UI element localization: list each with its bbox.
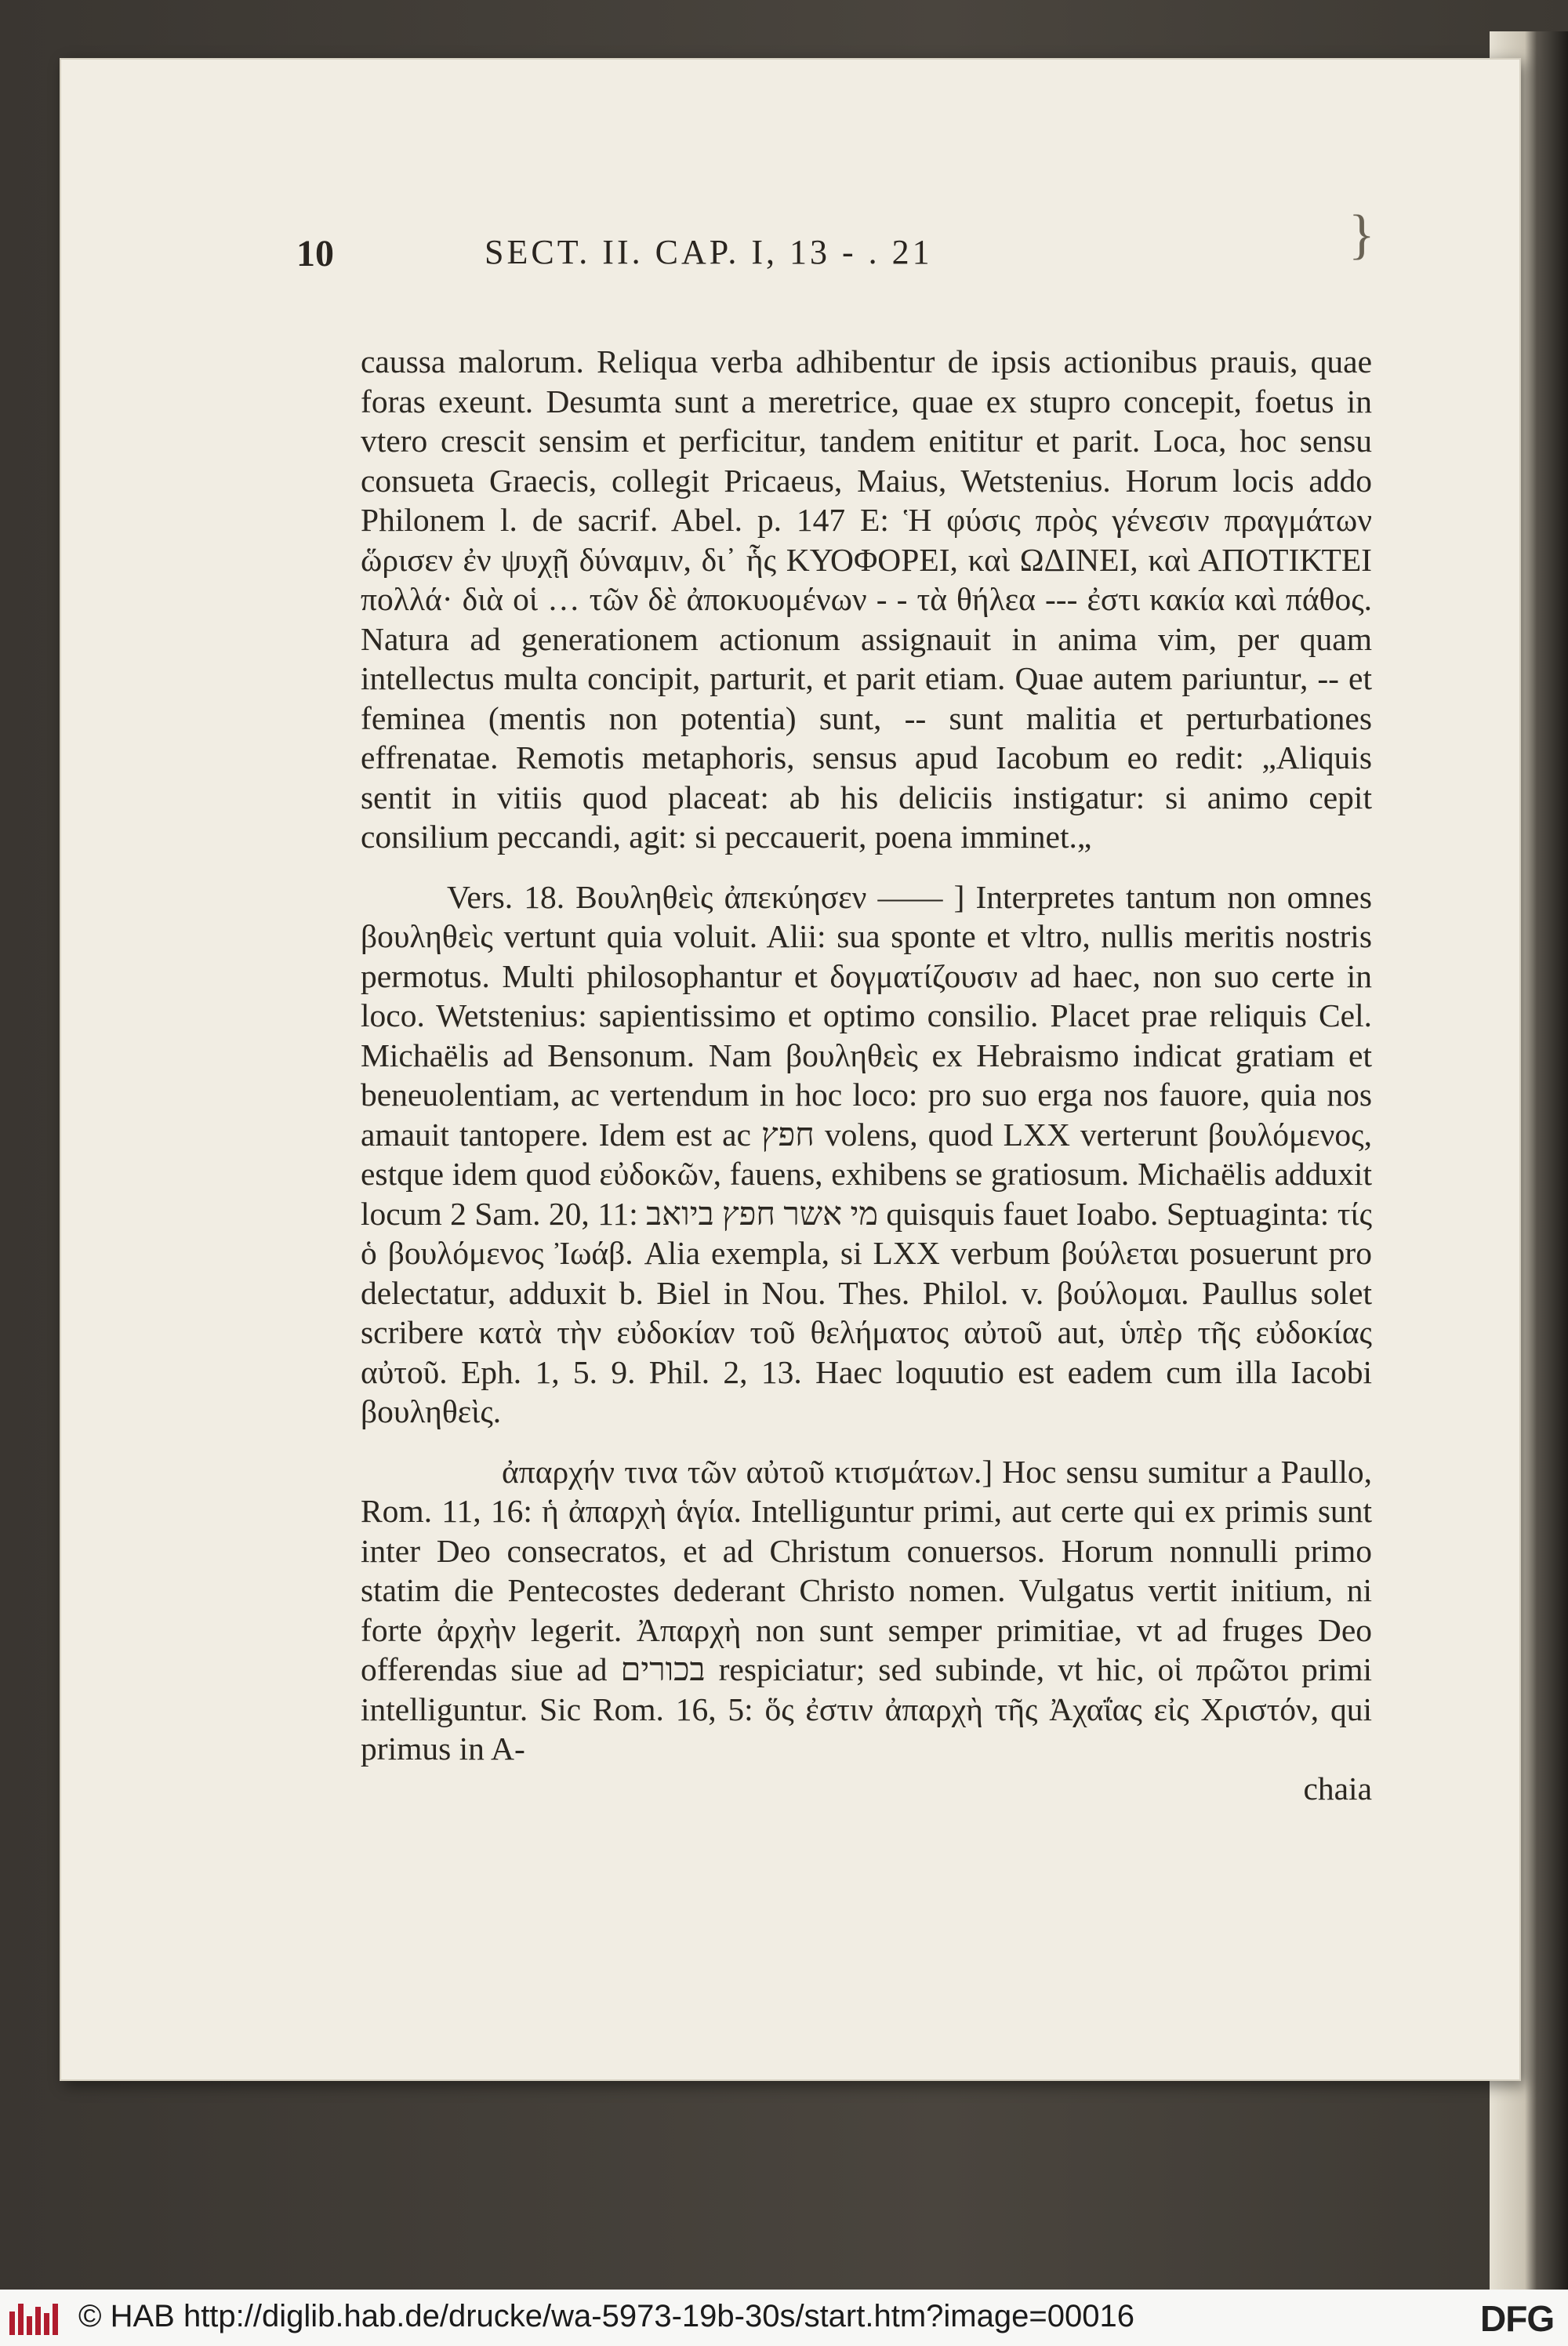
page-number: 10 <box>296 233 334 274</box>
paragraph-3: ἀπαρχήν τινα τῶν αὐτοῦ κτισμάτων.] Hoc sensu sumitur a Paullo, Rom. 11, 16: ἡ ἀπαρχὴ ἁγία. Intelliguntur primi, aut certe qui ex primis sunt inter Deo consecratos, et ad Christum conuersos. Horum nonnulli primo statim die Pentecostes dederant Christo nomen. Vulgatus vertit initium, ni forte ἀρχὴν legerit. Ἀπαρχὴ non sunt semper primitiae, vt ad fruges Deo offerendas siue ad בכורים respiciatur; sed subinde, vt hic, οἱ πρῶτοι primi intelliguntur. Sic Rom. 16, 5: ὅς ἐστιν ἀπαρχὴ τῆς Ἀχαΐας εἰς Χριστόν, qui primus in A- <box>361 1453 1373 1767</box>
source-credit-link[interactable]: © HAB http://diglib.hab.de/drucke/wa-5973-19b-30s/start.htm?image=00016 <box>78 2299 1134 2333</box>
catchword: chaia <box>1303 1770 1372 1807</box>
paragraph-2: Vers. 18. Βουληθεὶς ἀπεκύησεν —— ] Interpretes tantum non omnes βουληθεὶς vertunt quia voluit. Alii: sua sponte et vltro, nullis meritis nostris permotus. Multi philosophantur et δογματίζουσιν ad haec, non suo certe in loco. Wetstenius: sapientissimo et optimo consilio. Placet prae reliquis Cel. Michaëlis ad Bensonum. Nam βουληθεὶς ex Hebraismo indicat gratiam et beneuolentiam, ac vertendum in hoc loco: pro suo erga nos fauore, quia nos amauit tantopere. Idem est ac חפץ volens, quod LXX verterunt βουλόμενος, estque idem quod εὐδοκῶν, fauens, exhibens se gratiosum. Michaëlis adduxit locum 2 Sam. 20, 11: מי אשר חפץ ביואב quisquis fauet Ioabo. Septuaginta: τίς ὁ βουλόμενος Ἰωάβ. Alia exempla, si LXX verbum βούλεται posuerunt pro delectatur, adduxit b. Biel in Nou. Thes. Philol. v. βούλομαι. Paullus solet scribere κατὰ τὴν εὐδοκίαν τοῦ θελήματος αὐτοῦ aut, ὑπὲρ τῆς εὐδοκίας αὐτοῦ. Eph. 1, 5. 9. Phil. 2, 13. Haec loquutio est eadem cum illa Iacobi βουληθεὶς. <box>361 878 1373 1429</box>
body-text <box>361 342 1372 1808</box>
running-head <box>296 210 1410 304</box>
section-heading: SECT. II. CAP. I, 13 - . 21 <box>485 233 933 271</box>
margin-bracket: } <box>1348 205 1375 265</box>
paragraph-1: caussa malorum. Reliqua verba adhibentur de ipsis actionibus prauis, quae foras exeunt. Desumta sunt a meretrice, quae ex stupro concepit, foetus in vtero crescit sensim et perficitur, tandem enititur et parit. Loca, hoc sensu consueta Graecis, collegit Pricaeus, Maius, Wetstenius. Horum locis addo Philonem l. de sacrif. Abel. p. 147 E: Ἡ φύσις πρὸς γένεσιν πραγμάτων ὥρισεν ἐν ψυχῇ δύναμιν, δι᾽ ἧς ΚΥΟΦΟΡΕΙ, καὶ ΩΔΙΝΕΙ, καὶ ΑΠΟΤΙΚΤΕΙ πολλά· διὰ οἱ … τῶν δὲ ἀποκυομένων - - τὰ θήλεα --- ἐστι κακία καὶ πάθος. Natura ad generationem actionum assignauit in anima vim, per quam intellectus multa concipit, parturit, et parit etiam. Quae autem pariuntur, -- et feminea (mentis non potentia) sunt, -- sunt malitia et perturbationes effrenatae. Remotis metaphoris, sensus apud Iacobum eo redit: „Aliquis sentit in vitiis quod placeat: ab his deliciis instigatur: si animo cepit consilium peccandi, agit: si peccauerit, poena imminet.„ <box>361 343 1372 855</box>
viewer-footer <box>0 2290 1568 2346</box>
dfg-logo: DFG <box>1480 2298 1555 2339</box>
hab-logo-icon <box>9 2301 64 2335</box>
